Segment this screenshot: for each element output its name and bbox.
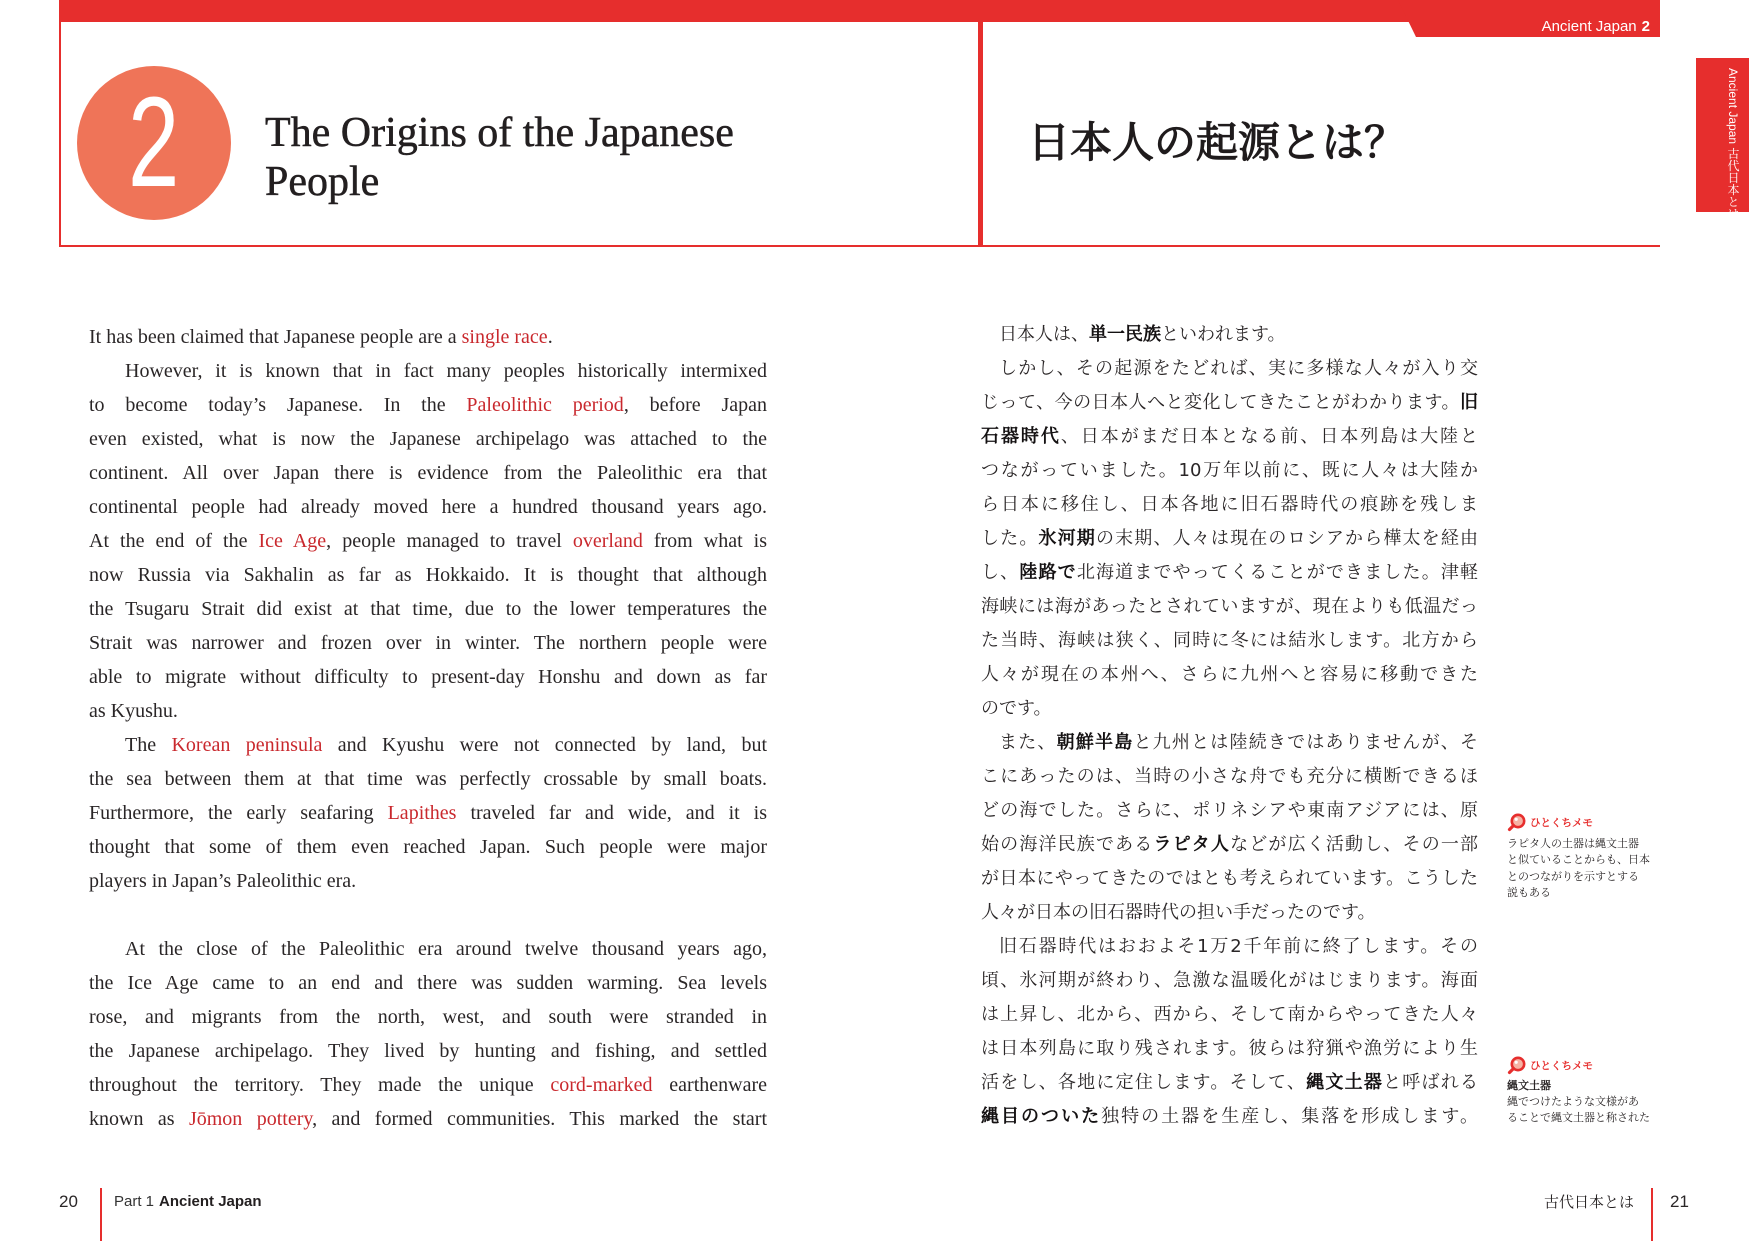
text-line: [981, 624, 1478, 658]
text-run: .: [547, 326, 553, 348]
side-note: [1507, 812, 1667, 901]
text-run: to become today’s Japanese. In the: [89, 394, 467, 416]
text-run: traveled far and wide, and it is: [456, 802, 767, 824]
side-note-heading: ひとくちメモ: [1530, 1059, 1593, 1072]
footer-section-title: 古代日本とは: [1543, 1193, 1634, 1211]
text-run: the Japanese archipelago. They lived by hunting and fishing, and settled: [89, 1040, 767, 1062]
paragraph: [89, 728, 767, 898]
text-run: と呼ばれる: [1383, 1072, 1478, 1093]
text-line: [89, 694, 767, 728]
body-column-ja: [981, 318, 1478, 1134]
text-line: [89, 558, 767, 592]
footer-divider-left: [100, 1188, 102, 1241]
text-run: and Kyushu were not connected by land, but: [322, 734, 767, 756]
text-run: こにあったのは、当時の小さな舟でも充分に横断できるほ: [981, 766, 1478, 787]
text-line: [89, 1068, 767, 1102]
side-note-line: と似ていることからも、日本: [1507, 853, 1650, 867]
side-note-line: とのつながりを示すとする: [1507, 869, 1639, 883]
side-note-line: ラピタ人の土器は縄文土器: [1507, 837, 1639, 850]
side-note-title: 縄文土器: [1507, 1079, 1551, 1092]
text-run: と九州とは陸続きではありませんが、そ: [1133, 732, 1478, 753]
footer-divider-right: [1651, 1188, 1653, 1241]
text-line: [89, 796, 767, 830]
paragraph: [981, 318, 1478, 352]
corner-tab-number: 2: [1641, 18, 1650, 35]
header-bottom-rule: [59, 245, 1660, 247]
text-run: as Kyushu.: [89, 700, 178, 722]
text-line: [981, 692, 1478, 726]
text-line: [89, 388, 767, 422]
text-line: [981, 930, 1478, 964]
text-run: , and formed communities. This marked the start: [312, 1108, 767, 1130]
magnifier-icon: [1507, 813, 1526, 832]
paragraph: [89, 320, 767, 354]
text-run: now Russia via Sakhalin as far as Hokkaido. It is thought that although: [89, 564, 767, 586]
text-run: 旧石器時代はおおよそ1万2千年前に終了します。その: [999, 936, 1478, 957]
text-run: continent. All over Japan there is evidence from the Paleolithic era that: [89, 462, 767, 484]
text-line: [89, 592, 767, 626]
text-run: た当時、海峡は狭く、同時に冬には結氷します。北方から: [981, 630, 1478, 651]
text-line: [89, 966, 767, 1000]
paragraph: [89, 932, 767, 1136]
side-note-body: [1507, 836, 1667, 901]
text-line: [981, 386, 1478, 420]
text-line: [89, 456, 767, 490]
page-number-left: 20: [59, 1192, 78, 1211]
paragraph: [89, 354, 767, 728]
text-run: the Ice Age came to an end and there was sudden warming. Sea levels: [89, 972, 767, 994]
text-line: [981, 318, 1478, 352]
paragraph: [981, 352, 1478, 726]
text-run: の末期、人々は現在のロシアから樺太を経由: [1095, 528, 1478, 549]
text-line: [981, 352, 1478, 386]
text-run: 頃、氷河期が終わり、急激な温暖化がはじまります。海面: [981, 970, 1478, 991]
key-term: Lapithes: [387, 802, 457, 824]
key-term: overland: [572, 530, 643, 552]
side-note-line: ることで縄文土器と称された: [1507, 1111, 1650, 1125]
text-run: continental people had already moved here a hundred thousand years ago.: [89, 496, 767, 518]
text-run: the sea between them at that time was perfectly crossable by small boats.: [89, 768, 767, 790]
key-term: single race: [461, 326, 548, 348]
text-line: [89, 524, 767, 558]
footer-running-head-left: [114, 1192, 262, 1212]
text-run: 独特の土器を生産し、集落を形成します。: [1101, 1106, 1478, 1127]
text-run: the Tsugaru Strait did exist at that time, due to the lower temperatures the: [89, 598, 767, 620]
text-run: は日本列島に取り残されます。彼らは狩猟や漁労により生: [981, 1038, 1478, 1059]
text-run: Strait was narrower and frozen over in winter. The northern people were: [89, 632, 767, 654]
key-term: 陸路で: [1019, 562, 1077, 583]
text-line: [89, 354, 767, 388]
chapter-number-badge: [77, 66, 231, 220]
text-run: 、日本がまだ日本となる前、日本列島は大陸と: [1060, 426, 1478, 447]
text-run: のです。: [981, 698, 1052, 719]
text-run: 活をし、各地に定住します。そして、: [981, 1072, 1307, 1093]
body-column-en: [89, 320, 767, 1136]
key-term: Ice Age: [258, 530, 327, 552]
text-run: 始の海洋民族である: [981, 834, 1154, 855]
text-line: [89, 932, 767, 966]
text-line: [89, 864, 767, 898]
footer-part-title: Ancient Japan: [159, 1193, 262, 1210]
text-run: , before Japan: [623, 394, 767, 416]
text-run: が日本にやってきたのではとも考えられています。こうした: [981, 868, 1478, 889]
text-run: At the close of the Paleolithic era around twelve thousand years ago,: [125, 938, 767, 960]
text-run: しかし、その起源をたどれば、実に多様な人々が入り交: [999, 358, 1478, 379]
text-run: known as: [89, 1108, 189, 1130]
text-run: 北海道までやってくることができました。津軽: [1076, 562, 1478, 583]
text-run: 人々が日本の旧石器時代の担い手だったのです。: [981, 902, 1376, 923]
text-run: は上昇し、北から、西から、そして南からやってきた人々: [981, 1004, 1478, 1025]
text-line: [981, 420, 1478, 454]
text-line: [89, 626, 767, 660]
key-term: 石器時代: [981, 426, 1061, 447]
key-term: 旧: [1460, 392, 1478, 413]
header-left-rule: [59, 22, 61, 247]
side-note-header: [1507, 812, 1667, 832]
text-run: した。: [981, 528, 1039, 549]
side-note-heading: ひとくちメモ: [1530, 816, 1593, 829]
text-run: また、: [999, 732, 1057, 753]
text-line: [981, 760, 1478, 794]
side-note-body: [1507, 1078, 1667, 1127]
text-run: from what is: [642, 530, 767, 552]
text-run: し、: [981, 562, 1020, 583]
text-run: などが広く活動し、その一部: [1230, 834, 1478, 855]
text-run: , people managed to travel: [326, 530, 573, 552]
side-note-line: 縄でつけたような文様があ: [1507, 1095, 1639, 1108]
side-note: [1507, 1055, 1667, 1127]
text-line: [981, 1066, 1478, 1100]
key-term: 縄目のついた: [981, 1106, 1102, 1127]
text-run: earthenware: [652, 1074, 767, 1096]
text-line: [981, 1100, 1478, 1134]
text-line: [981, 998, 1478, 1032]
text-run: thought that some of them even reached Japan. Such people were major: [89, 836, 767, 858]
header-divider: [978, 22, 983, 247]
chapter-title-ja: 日本人の起源とは？: [1028, 118, 1407, 167]
key-term: cord-marked: [550, 1074, 653, 1096]
text-line: [981, 556, 1478, 590]
key-term: 氷河期: [1038, 528, 1096, 549]
text-line: [981, 1032, 1478, 1066]
side-index-tab: [1696, 58, 1749, 220]
side-index-tab-label-ja: 古代日本とは: [1726, 147, 1740, 220]
text-line: [89, 1000, 767, 1034]
text-line: [981, 862, 1478, 896]
text-line: [89, 320, 767, 354]
text-line: [981, 964, 1478, 998]
text-run: It has been claimed that Japanese people are a: [89, 326, 462, 348]
key-term: Korean peninsula: [171, 734, 323, 756]
paragraph: [981, 726, 1478, 930]
chapter-title-en-line: People: [265, 159, 380, 205]
chapter-title-en-line: The Origins of the Japanese: [265, 110, 734, 156]
text-run: 日本人は、: [999, 324, 1089, 345]
text-run: However, it is known that in fact many peoples historically intermixed: [125, 360, 767, 382]
text-line: [981, 488, 1478, 522]
text-run: Furthermore, the early seafaring: [89, 802, 388, 824]
text-run: ら日本に移住し、日本各地に旧石器時代の痕跡を残しま: [981, 494, 1478, 515]
text-line: [89, 490, 767, 524]
key-term: 縄文土器: [1306, 1072, 1384, 1093]
text-run: players in Japan’s Paleolithic era.: [89, 870, 357, 892]
text-line: [89, 1102, 767, 1136]
chapter-number: 2: [128, 71, 180, 214]
magnifier-icon: [1507, 1056, 1526, 1075]
text-run: throughout the territory. They made the unique: [89, 1074, 551, 1096]
text-line: [981, 454, 1478, 488]
key-term: ラピタ人: [1153, 834, 1231, 855]
text-line: [981, 658, 1478, 692]
key-term: 単一民族: [1089, 324, 1161, 345]
side-index-tab-text: [1725, 68, 1740, 219]
text-line: [981, 896, 1478, 930]
text-run: じって、今の日本人へと変化してきたことがわかります。: [981, 392, 1460, 413]
text-line: [981, 522, 1478, 556]
chapter-title-en: [265, 109, 734, 207]
footer-part-label: Part 1: [114, 1193, 155, 1210]
key-term: 朝鮮半島: [1056, 732, 1134, 753]
corner-tab-title: Ancient Japan: [1541, 18, 1637, 35]
text-line: [981, 828, 1478, 862]
key-term: Paleolithic period: [466, 394, 624, 416]
text-line: [981, 794, 1478, 828]
text-run: つながっていました。10万年以前に、既に人々は大陸か: [981, 460, 1478, 481]
text-run: 海峡には海があったとされていますが、現在よりも低温だっ: [981, 596, 1478, 617]
text-line: [89, 762, 767, 796]
text-line: [89, 1034, 767, 1068]
side-index-tab-label-en: Ancient Japan: [1726, 68, 1740, 145]
text-run: The: [125, 734, 172, 756]
paragraph: [981, 930, 1478, 1134]
text-line: [89, 660, 767, 694]
side-note-header: [1507, 1055, 1667, 1075]
text-run: 人々が現在の本州へ、さらに九州へと容易に移動できた: [981, 664, 1478, 685]
side-note-line: 説もある: [1507, 885, 1551, 899]
page-number-right: 21: [1670, 1192, 1689, 1211]
text-line: [89, 830, 767, 864]
text-run: どの海でした。さらに、ポリネシアや東南アジアには、原: [981, 800, 1478, 821]
text-line: [89, 422, 767, 456]
text-line: [981, 590, 1478, 624]
text-line: [981, 726, 1478, 760]
text-line: [89, 728, 767, 762]
text-run: able to migrate without difficulty to present-day Honshu and down as far: [89, 666, 767, 688]
corner-tab-label: [1542, 17, 1650, 37]
text-run: といわれます。: [1161, 324, 1286, 345]
text-run: rose, and migrants from the north, west, and south were stranded in: [89, 1006, 767, 1028]
key-term: Jōmon pottery: [188, 1108, 313, 1130]
text-run: even existed, what is now the Japanese archipelago was attached to the: [89, 428, 767, 450]
text-run: At the end of the: [89, 530, 259, 552]
